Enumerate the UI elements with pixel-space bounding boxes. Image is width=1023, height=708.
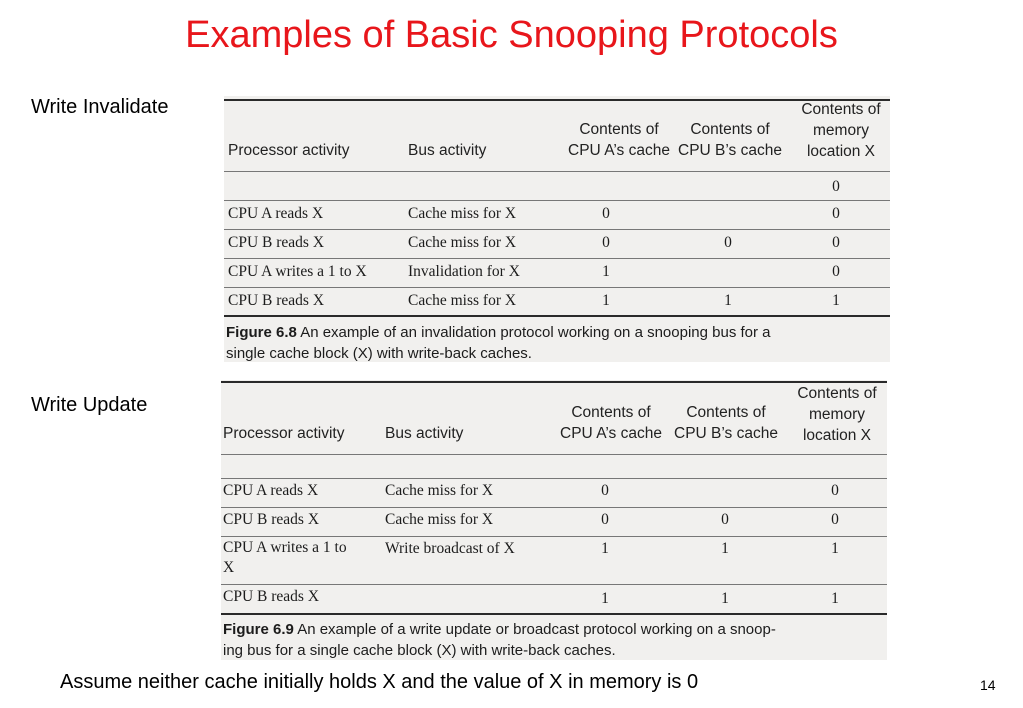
initial-memory-value: 0 [832,178,840,195]
write-invalidate-label: Write Invalidate [31,96,169,118]
page-number: 14 [980,677,996,693]
header-rule [221,454,887,455]
figure-caption: Figure 6.9 An example of a write update or broadcast protocol working on a snoop- [223,621,776,638]
figure-write-invalidate: Processor activity Bus activity Contents of CPU A’s cache Contents of CPU B’s cache Contents of memory location X 0 CPU A reads X Cache miss for X 0 0 CPU B reads X Cache miss for X 0 0 0 CPU A writes a 1 to X Invalidation for X 1 0 CPU B reads X Cache miss for X 1 1 1 Figure 6.8 An example of an invalidation protocol working on a snooping bus for a single cache block (X) with write-back caches. [224,96,890,362]
figure-caption-line2: single cache block (X) with write-back caches. [226,345,532,362]
header-bus-activity: Bus activity [408,142,487,159]
table-bottom-rule [221,613,887,615]
figure-caption: Figure 6.8 An example of an invalidation protocol working on a snooping bus for a [226,324,771,341]
row-rule [224,258,890,259]
slide-title: Examples of Basic Snooping Protocols [185,14,838,56]
header-cache-b: Contents of CPU B’s cache [674,404,778,442]
row-rule [221,584,887,585]
write-update-label: Write Update [31,394,148,416]
row-rule [224,287,890,288]
header-memory-location: Contents of memory location X [801,101,881,160]
row-rule [221,507,887,508]
header-bus-activity: Bus activity [385,425,464,442]
header-cache-b: Contents of CPU B’s cache [678,121,782,159]
header-cache-a: Contents of CPU A’s cache [568,121,670,159]
row-rule [224,229,890,230]
header-rule [224,171,890,172]
row-rule [221,536,887,537]
row-rule [221,478,887,479]
table-bottom-rule [224,315,890,317]
footnote: Assume neither cache initially holds X and the value of X in memory is 0 [60,671,699,693]
header-processor-activity: Processor activity [228,142,350,159]
header-memory-location: Contents of memory location X [797,385,877,444]
row-rule [224,200,890,201]
header-cache-a: Contents of CPU A’s cache [560,404,662,442]
figure-caption-line2: ing bus for a single cache block (X) with write-back caches. [223,642,616,659]
header-processor-activity: Processor activity [223,425,345,442]
table-top-rule [224,99,890,101]
figure-write-update: Processor activity Bus activity Contents of CPU A’s cache Contents of CPU B’s cache Contents of memory location X CPU A reads X Cache miss for X 0 0 CPU B reads X Cache miss for X 0 0 0 CPU A writes a 1 to X Write broadcast of X 1 1 1 CPU B reads X 1 1 1 Figure 6.9 An example of a write update or broadcast protocol working on a snoop- ing bus for a single cache block (X) with write-back caches. [221,380,887,660]
